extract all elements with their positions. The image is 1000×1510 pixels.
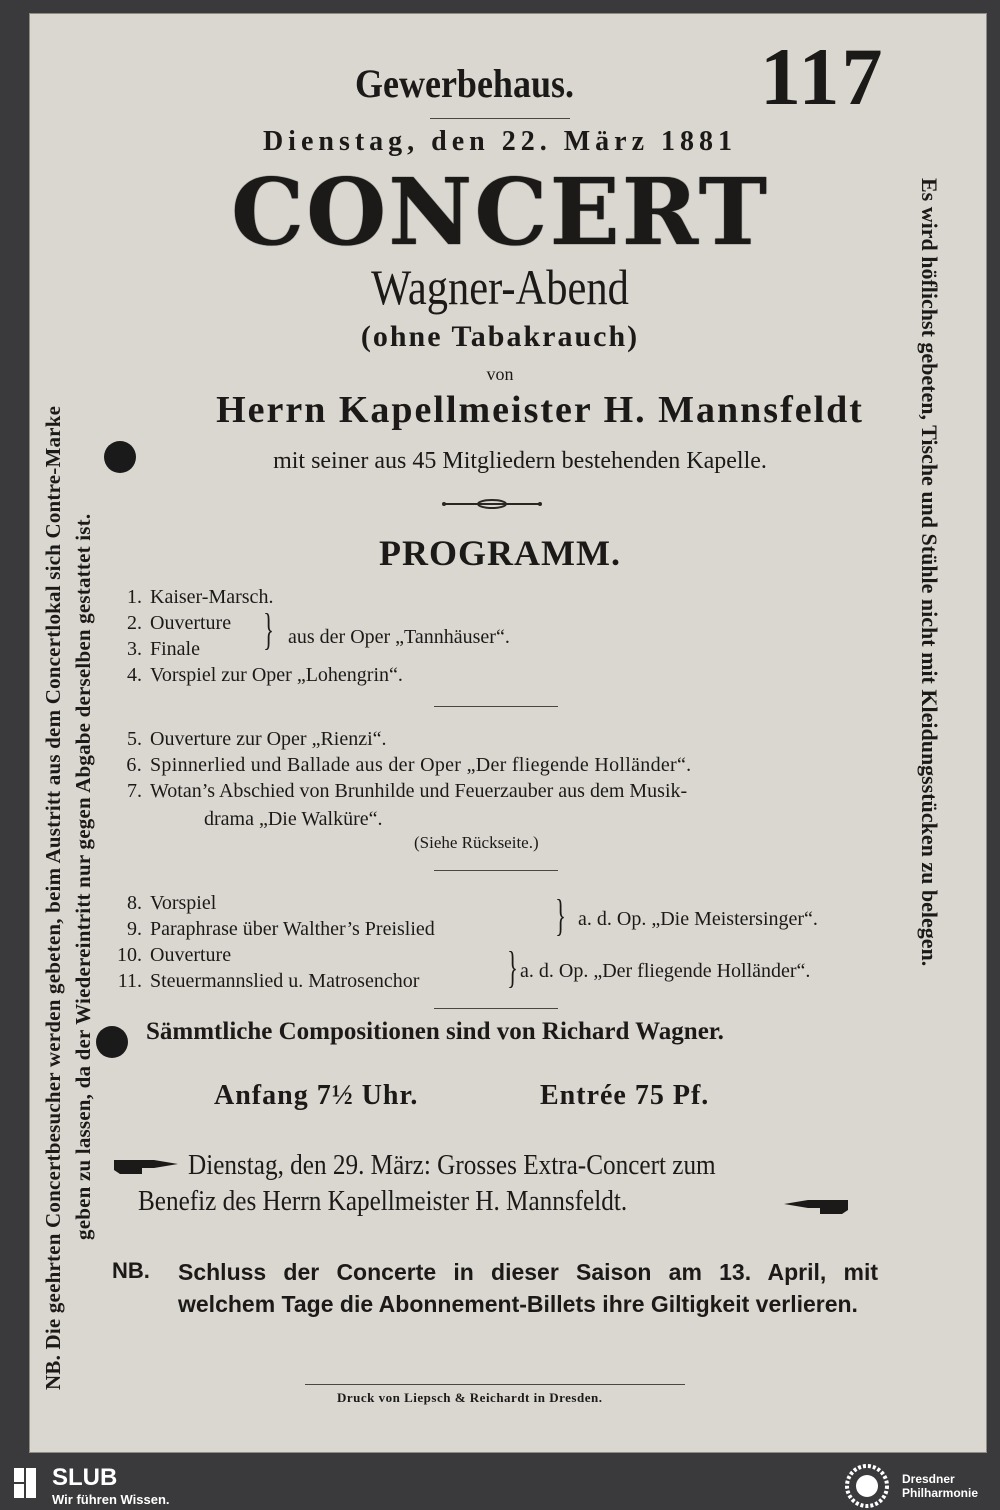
item-number: 1. bbox=[127, 586, 142, 608]
conductor-line: Herrn Kapellmeister H. Mannsfeldt bbox=[216, 389, 864, 431]
item-text: Vorspiel zur Oper „Lohengrin“. bbox=[150, 664, 403, 686]
side-note-left bbox=[38, 70, 98, 1390]
brace-icon: } bbox=[555, 891, 566, 940]
program-number: 117 bbox=[760, 31, 885, 122]
philharmonie-logo-line-2: Philharmonie bbox=[902, 1486, 979, 1500]
side-note-left-line-2: geben zu lassen, da der Wiedereintritt nur gegen Abgabe derselben gestattet ist. bbox=[71, 513, 95, 1240]
nb-label: NB. bbox=[112, 1258, 150, 1283]
program-item-1 bbox=[106, 584, 273, 610]
program-heading: PROGRAMM. bbox=[379, 533, 621, 573]
program-group-meistersinger: a. d. Op. „Die Meistersinger“. bbox=[578, 908, 818, 930]
section-divider-3 bbox=[434, 1008, 558, 1009]
program-item-3 bbox=[106, 636, 200, 662]
slub-logo-icon bbox=[12, 1466, 40, 1502]
composer-note: Sämmtliche Compositionen sind von Richard Wagner. bbox=[146, 1018, 724, 1045]
side-note-right: Es wird höflichst gebeten, Tische und Stühle nicht mit Kleidungsstücken zu belegen. bbox=[917, 178, 942, 967]
by-label: von bbox=[486, 364, 514, 384]
program-item-5 bbox=[106, 726, 387, 752]
item-text: Ouverture zur Oper „Rienzi“. bbox=[150, 728, 387, 750]
item-number: 9. bbox=[127, 918, 142, 940]
extra-concert-line-2: Benefiz des Herrn Kapellmeister H. Mannsfeldt. bbox=[138, 1186, 628, 1217]
concert-subtitle: Wagner-Abend bbox=[371, 259, 629, 315]
brace-icon: } bbox=[507, 943, 518, 992]
program-item-7-continued: drama „Die Walküre“. bbox=[204, 808, 383, 830]
program-item-8 bbox=[106, 890, 216, 916]
item-number: 10. bbox=[117, 944, 142, 966]
item-text: Kaiser-Marsch. bbox=[150, 586, 274, 608]
item-number: 7. bbox=[127, 780, 142, 802]
concert-date: Dienstag, den 22. März 1881 bbox=[262, 126, 738, 157]
program-item-6 bbox=[106, 752, 691, 778]
item-text: Paraphrase über Walther’s Preislied bbox=[150, 918, 435, 940]
program-item-11 bbox=[106, 968, 419, 994]
pointing-hand-icon bbox=[112, 1154, 180, 1178]
item-text: Steuermannslied u. Matrosenchor bbox=[150, 970, 420, 992]
philharmonie-logo-icon bbox=[842, 1462, 892, 1508]
philharmonie-logo-line-1: Dresdner bbox=[902, 1472, 955, 1486]
program-item-10 bbox=[106, 942, 231, 968]
item-text: Vorspiel bbox=[150, 892, 217, 914]
program-item-7 bbox=[106, 778, 687, 804]
item-text: Finale bbox=[150, 638, 200, 660]
printer-rule bbox=[305, 1384, 685, 1385]
pointing-hand-left-icon bbox=[782, 1194, 850, 1218]
ornament-divider bbox=[440, 496, 544, 512]
item-text: Ouverture bbox=[150, 612, 232, 634]
item-text: Wotan’s Abschied von Brunhilde und Feuerzauber aus dem Musik- bbox=[150, 780, 688, 802]
slub-logo-text: SLUB bbox=[52, 1464, 118, 1491]
program-item-9 bbox=[106, 916, 435, 942]
program-group-tannhaeuser: aus der Oper „Tannhäuser“. bbox=[288, 626, 510, 648]
section-divider-1 bbox=[434, 706, 558, 707]
item-number: 6. bbox=[126, 754, 142, 776]
concert-title: CONCERT bbox=[230, 158, 770, 266]
extra-concert-line-1: Dienstag, den 29. März: Grosses Extra-Concert zum bbox=[188, 1150, 716, 1181]
item-number: 4. bbox=[127, 664, 142, 686]
item-number: 5. bbox=[127, 728, 142, 750]
section-divider-2 bbox=[434, 870, 558, 871]
item-text: Spinnerlied und Ballade aus der Oper „Der fliegende Holländer“. bbox=[150, 754, 692, 776]
program-item-2 bbox=[106, 610, 231, 636]
brace-icon: } bbox=[263, 605, 274, 654]
venue-title: Gewerbehaus. bbox=[355, 61, 574, 106]
punch-hole-bottom bbox=[96, 1026, 128, 1058]
printer-credit: Druck von Liepsch & Reichardt in Dresden. bbox=[337, 1390, 603, 1405]
item-number: 8. bbox=[127, 892, 142, 914]
ensemble-line: mit seiner aus 45 Mitgliedern bestehenden Kapelle. bbox=[273, 448, 767, 474]
program-group-hollaender: a. d. Op. „Der fliegende Holländer“. bbox=[520, 960, 811, 982]
slub-tagline: Wir führen Wissen. bbox=[52, 1492, 170, 1507]
item-number: 2. bbox=[127, 612, 142, 634]
footer-bar bbox=[0, 1460, 1000, 1510]
item-number: 11. bbox=[117, 970, 142, 992]
start-time: Anfang 7½ Uhr. bbox=[214, 1080, 419, 1111]
venue-underline bbox=[430, 118, 570, 119]
item-text: Ouverture bbox=[150, 944, 232, 966]
nb-text: Schluss der Concerte in dieser Saison am 13. April, mit welchem Tage die Abonnement-Billets ihre Giltigkeit verlieren. bbox=[178, 1259, 878, 1317]
smoking-note: (ohne Tabakrauch) bbox=[360, 320, 640, 353]
item-number: 3. bbox=[127, 638, 142, 660]
side-note-left-line-1: NB. Die geehrten Concertbesucher werden gebeten, beim Austritt aus dem Concertlokal sich Contre-Marke bbox=[41, 405, 65, 1390]
entry-price: Entrée 75 Pf. bbox=[540, 1080, 710, 1111]
program-item-4 bbox=[106, 662, 403, 688]
program-item-7-note: (Siehe Rückseite.) bbox=[414, 833, 539, 852]
